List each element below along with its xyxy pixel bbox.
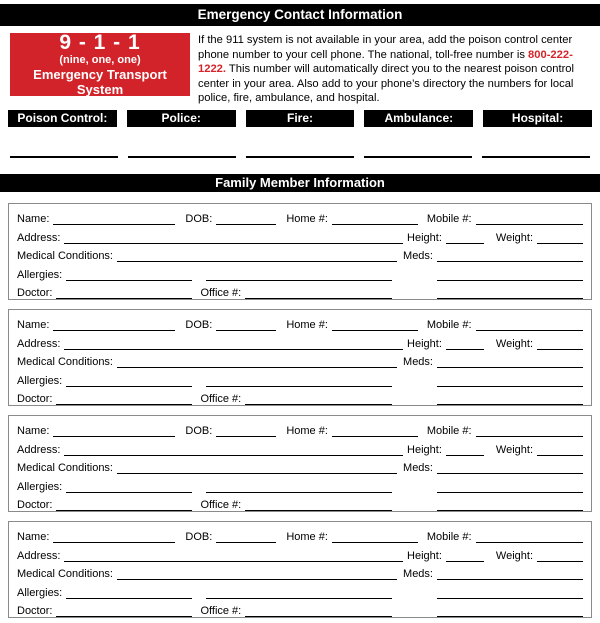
contact-labels-row	[8, 110, 592, 127]
dob-blank[interactable]	[216, 321, 276, 331]
dob-blank[interactable]	[216, 533, 276, 543]
meds-label: Meds:	[403, 568, 433, 581]
meds-label: Meds:	[403, 250, 433, 263]
contact-label-police: Police:	[127, 110, 236, 127]
meds-extra-blank-1[interactable]	[437, 377, 583, 387]
family-member-blocks	[8, 203, 592, 618]
allergies-label: Allergies:	[17, 586, 63, 599]
name-blank[interactable]	[53, 427, 175, 437]
family-member-block	[8, 203, 592, 300]
name-label: Name:	[17, 531, 50, 544]
office-phone-blank[interactable]	[245, 289, 392, 299]
height-blank[interactable]	[446, 552, 484, 562]
medical-conditions-blank[interactable]	[117, 358, 397, 368]
allergies-blank[interactable]	[66, 271, 192, 281]
allergies-row	[17, 262, 583, 281]
mobile-phone-blank[interactable]	[476, 533, 583, 543]
emergency-contact-header	[0, 4, 600, 26]
dob-label: DOB:	[185, 319, 213, 332]
meds-extra-blank-1[interactable]	[437, 271, 583, 281]
home-phone-label: Home #:	[286, 213, 328, 226]
contact-label-fire: Fire:	[246, 110, 355, 127]
medical-conditions-row	[17, 350, 583, 369]
home-phone-blank[interactable]	[332, 533, 418, 543]
dob-label: DOB:	[185, 425, 213, 438]
address-row	[17, 543, 583, 562]
mobile-phone-label: Mobile #:	[426, 425, 472, 438]
contact-label-hospital: Hospital:	[483, 110, 592, 127]
address-blank[interactable]	[64, 340, 403, 350]
family-member-header	[0, 174, 600, 192]
medical-conditions-blank[interactable]	[117, 464, 397, 474]
medical-conditions-row	[17, 562, 583, 581]
contact-label-ambulance: Ambulance:	[364, 110, 473, 127]
meds-extra-blank-1[interactable]	[437, 589, 583, 599]
medical-conditions-blank[interactable]	[117, 252, 397, 262]
instructions-text-before: If the 911 system is not available in your area, add the poison control center phone number to your cell phone. The national, toll-free number is	[198, 34, 573, 61]
dob-label: DOB:	[185, 213, 213, 226]
meds-label: Meds:	[403, 462, 433, 475]
address-blank[interactable]	[64, 234, 403, 244]
office-phone-label: Office #:	[200, 393, 242, 406]
hospital-blank[interactable]	[482, 127, 590, 158]
home-phone-label: Home #:	[286, 425, 328, 438]
meds-extra-blank-2[interactable]	[437, 289, 583, 299]
medical-conditions-label: Medical Conditions:	[17, 250, 113, 263]
address-blank[interactable]	[64, 552, 403, 562]
allergies-label: Allergies:	[17, 268, 63, 281]
name-label: Name:	[17, 319, 50, 332]
emergency-contact-header-title: Emergency Contact Information	[197, 7, 403, 22]
doctor-blank[interactable]	[56, 501, 192, 511]
home-phone-label: Home #:	[286, 319, 328, 332]
allergies-label: Allergies:	[17, 374, 63, 387]
medical-conditions-blank[interactable]	[117, 570, 397, 580]
poison-control-phone-number: 800-222-1222.	[198, 48, 573, 76]
name-label: Name:	[17, 425, 50, 438]
meds-extra-blank-2[interactable]	[437, 607, 583, 617]
family-member-block	[8, 309, 592, 406]
meds-label: Meds:	[403, 356, 433, 369]
doctor-label: Doctor:	[17, 499, 53, 512]
911-caption: Emergency Transport System	[33, 67, 167, 97]
weight-blank[interactable]	[537, 552, 583, 562]
doctor-label: Doctor:	[17, 393, 53, 406]
meds-extra-blank-1[interactable]	[437, 483, 583, 493]
office-phone-blank[interactable]	[245, 501, 392, 511]
height-label: Height:	[407, 231, 442, 244]
doctor-row	[17, 387, 583, 406]
address-row	[17, 225, 583, 244]
police-blank[interactable]	[128, 127, 236, 158]
instructions-paragraph	[198, 33, 590, 106]
name-blank[interactable]	[53, 533, 175, 543]
office-phone-label: Office #:	[200, 605, 242, 618]
allergies-extra-blank[interactable]	[206, 271, 392, 281]
address-label: Address:	[17, 549, 61, 562]
allergies-blank[interactable]	[66, 377, 192, 387]
meds-blank[interactable]	[437, 464, 583, 474]
medical-conditions-row	[17, 456, 583, 475]
home-phone-blank[interactable]	[332, 215, 418, 225]
contact-blanks-row	[10, 127, 590, 158]
height-label: Height:	[407, 549, 442, 562]
allergies-extra-blank[interactable]	[206, 483, 392, 493]
meds-blank[interactable]	[437, 358, 583, 368]
allergies-row	[17, 368, 583, 387]
ambulance-blank[interactable]	[364, 127, 472, 158]
mobile-phone-label: Mobile #:	[426, 213, 472, 226]
911-number: 9 - 1 - 1	[59, 31, 141, 54]
dob-blank[interactable]	[216, 427, 276, 437]
allergies-extra-blank[interactable]	[206, 377, 392, 387]
name-row	[17, 525, 583, 544]
height-label: Height:	[407, 337, 442, 350]
home-phone-blank[interactable]	[332, 427, 418, 437]
allergies-blank[interactable]	[66, 589, 192, 599]
address-label: Address:	[17, 337, 61, 350]
doctor-blank[interactable]	[56, 289, 192, 299]
mobile-phone-label: Mobile #:	[426, 319, 472, 332]
name-label: Name:	[17, 213, 50, 226]
office-phone-blank[interactable]	[245, 607, 392, 617]
dob-blank[interactable]	[216, 215, 276, 225]
name-row	[17, 207, 583, 226]
mobile-phone-blank[interactable]	[476, 427, 583, 437]
doctor-row	[17, 281, 583, 300]
address-label: Address:	[17, 231, 61, 244]
weight-blank[interactable]	[537, 446, 583, 456]
medical-conditions-label: Medical Conditions:	[17, 356, 113, 369]
family-member-block	[8, 415, 592, 512]
contact-label-poison-control: Poison Control:	[8, 110, 117, 127]
medical-conditions-label: Medical Conditions:	[17, 568, 113, 581]
height-label: Height:	[407, 443, 442, 456]
dob-label: DOB:	[185, 531, 213, 544]
allergies-row	[17, 474, 583, 493]
home-phone-label: Home #:	[286, 531, 328, 544]
name-blank[interactable]	[53, 215, 175, 225]
family-member-header-title: Family Member Information	[215, 174, 385, 190]
weight-label: Weight:	[495, 443, 533, 456]
height-blank[interactable]	[446, 446, 484, 456]
family-member-block	[8, 521, 592, 618]
doctor-row	[17, 493, 583, 512]
address-row	[17, 437, 583, 456]
intro-section	[10, 33, 590, 106]
doctor-row	[17, 599, 583, 618]
doctor-blank[interactable]	[56, 607, 192, 617]
medical-conditions-label: Medical Conditions:	[17, 462, 113, 475]
allergies-blank[interactable]	[66, 483, 192, 493]
doctor-label: Doctor:	[17, 605, 53, 618]
home-phone-blank[interactable]	[332, 321, 418, 331]
name-row	[17, 419, 583, 438]
fire-blank[interactable]	[246, 127, 354, 158]
address-label: Address:	[17, 443, 61, 456]
mobile-phone-label: Mobile #:	[426, 531, 472, 544]
name-blank[interactable]	[53, 321, 175, 331]
poison-control-blank[interactable]	[10, 127, 118, 158]
instructions-text-after: This number will automatically direct you to the nearest poison control center in your area. Also add to your phone’s directory the numbers for local police, fire, ambulance, and hospital.	[198, 63, 575, 105]
weight-label: Weight:	[495, 549, 533, 562]
allergies-extra-blank[interactable]	[206, 589, 392, 599]
height-blank[interactable]	[446, 234, 484, 244]
address-blank[interactable]	[64, 446, 403, 456]
medical-conditions-row	[17, 244, 583, 263]
office-phone-label: Office #:	[200, 287, 242, 300]
weight-label: Weight:	[495, 231, 533, 244]
allergies-label: Allergies:	[17, 480, 63, 493]
meds-blank[interactable]	[437, 252, 583, 262]
mobile-phone-blank[interactable]	[476, 215, 583, 225]
911-red-box	[10, 33, 190, 96]
allergies-row	[17, 580, 583, 599]
weight-label: Weight:	[495, 337, 533, 350]
height-blank[interactable]	[446, 340, 484, 350]
office-phone-label: Office #:	[200, 499, 242, 512]
weight-blank[interactable]	[537, 340, 583, 350]
doctor-label: Doctor:	[17, 287, 53, 300]
meds-extra-blank-2[interactable]	[437, 501, 583, 511]
meds-extra-blank-2[interactable]	[437, 395, 583, 405]
911-number-words: (nine, one, one)	[59, 54, 141, 66]
office-phone-blank[interactable]	[245, 395, 392, 405]
weight-blank[interactable]	[537, 234, 583, 244]
doctor-blank[interactable]	[56, 395, 192, 405]
address-row	[17, 331, 583, 350]
mobile-phone-blank[interactable]	[476, 321, 583, 331]
name-row	[17, 313, 583, 332]
meds-blank[interactable]	[437, 570, 583, 580]
